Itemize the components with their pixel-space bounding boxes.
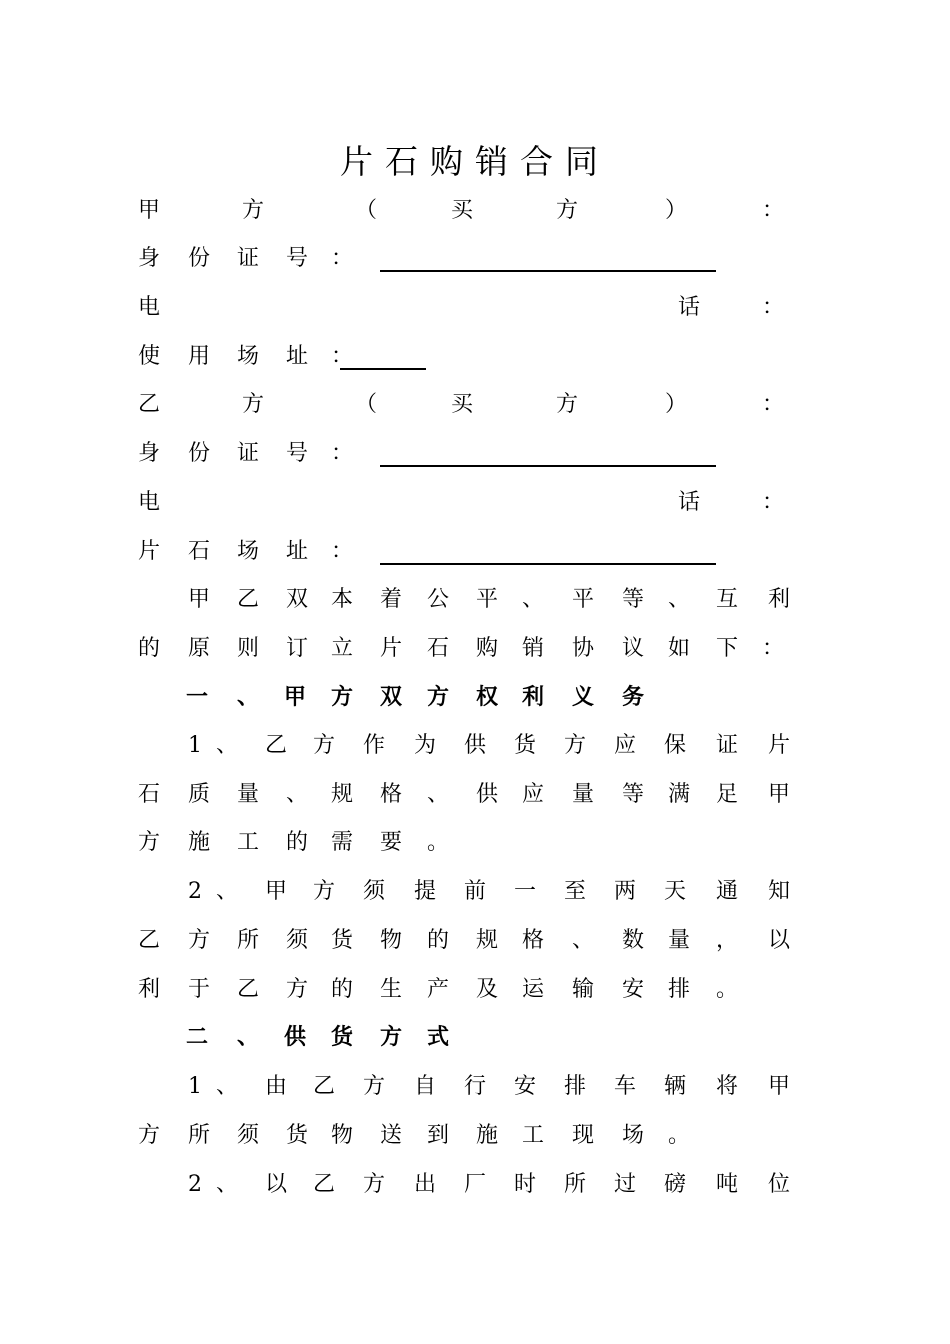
line-char: 工	[237, 830, 260, 855]
line-char: 作	[363, 733, 386, 758]
line-char: ：	[762, 490, 785, 515]
line-char: 等	[622, 587, 645, 612]
line-char: 利	[768, 587, 791, 612]
line-char: 甲	[284, 685, 307, 710]
line-char: 则	[237, 636, 260, 661]
line-char: 以	[768, 928, 791, 953]
line-char: 乙	[237, 587, 260, 612]
line-char: 证	[237, 441, 260, 466]
line-char: 排	[564, 1074, 587, 1099]
line-char: 片	[138, 539, 161, 564]
line-char: ：	[331, 246, 354, 271]
line-char: 。	[668, 1123, 691, 1148]
line-char: 须	[286, 928, 309, 953]
line-char: 方	[138, 1123, 161, 1148]
line-char: 质	[188, 782, 211, 807]
contract-line	[138, 1121, 792, 1151]
line-char: 石	[138, 782, 161, 807]
line-char: 产	[427, 977, 450, 1002]
line-char: 通	[716, 879, 739, 904]
line-char: 身	[138, 246, 161, 271]
line-char: 互	[716, 587, 739, 612]
line-char: 的	[427, 928, 450, 953]
line-char: 量	[237, 782, 260, 807]
line-char: 身	[138, 441, 161, 466]
line-char: 货	[331, 928, 354, 953]
line-char: 运	[522, 977, 545, 1002]
line-char: 将	[716, 1074, 739, 1099]
contract-line	[138, 390, 792, 420]
line-char: 甲	[138, 198, 161, 223]
line-char: 方	[188, 928, 211, 953]
line-char: 号	[286, 246, 309, 271]
line-char: 、	[427, 782, 450, 807]
contract-line	[138, 683, 792, 713]
line-char: 满	[668, 782, 691, 807]
line-char: （	[355, 198, 378, 223]
line-char: ）	[665, 198, 688, 223]
line-char: 利	[522, 685, 545, 710]
line-char: 自	[414, 1074, 437, 1099]
line-char: 、	[237, 685, 260, 710]
line-char: 2	[188, 879, 202, 904]
line-char: 一	[186, 685, 209, 710]
line-char: 石	[188, 539, 211, 564]
line-char: 下	[716, 636, 739, 661]
line-char: 销	[522, 636, 545, 661]
line-char: 订	[286, 636, 309, 661]
line-char: 格	[522, 928, 545, 953]
line-char: 知	[768, 879, 791, 904]
line-char: 片	[380, 636, 403, 661]
line-char: 方	[313, 879, 336, 904]
line-char: ：	[331, 344, 354, 369]
line-char: 方	[138, 830, 161, 855]
line-char: 平	[476, 587, 499, 612]
line-char: 份	[188, 246, 211, 271]
line-char: 务	[622, 685, 645, 710]
line-char: 双	[286, 587, 309, 612]
contract-line	[138, 634, 792, 664]
line-char: ：	[331, 441, 354, 466]
line-char: 议	[622, 636, 645, 661]
contract-line	[138, 439, 792, 469]
line-char: 要	[380, 830, 403, 855]
line-char: 、	[237, 1025, 260, 1050]
line-char: 天	[664, 879, 687, 904]
line-char: 方	[556, 392, 579, 417]
line-char: 等	[622, 782, 645, 807]
line-char: 石	[427, 636, 450, 661]
line-char: 货	[514, 733, 537, 758]
line-char: 为	[414, 733, 437, 758]
line-char: 、	[572, 928, 595, 953]
line-char: 式	[427, 1025, 450, 1050]
contract-line	[138, 244, 792, 274]
line-char: 甲	[265, 879, 288, 904]
line-char: 电	[138, 295, 161, 320]
line-char: 厂	[464, 1172, 487, 1197]
line-char: 甲	[188, 587, 211, 612]
line-char: 乙	[237, 977, 260, 1002]
line-char: 1	[188, 1074, 202, 1099]
contract-line	[138, 537, 792, 567]
line-char: 及	[476, 977, 499, 1002]
line-char: 乙	[138, 928, 161, 953]
line-char: 应	[522, 782, 545, 807]
line-char: 由	[265, 1074, 288, 1099]
line-char: 所	[188, 1123, 211, 1148]
line-char: 甲	[768, 782, 791, 807]
contract-line	[138, 1170, 792, 1200]
line-char: 出	[414, 1172, 437, 1197]
line-char: 两	[614, 879, 637, 904]
line-char: 安	[622, 977, 645, 1002]
line-char: 用	[188, 344, 211, 369]
line-char: 、	[286, 782, 309, 807]
line-char: 购	[476, 636, 499, 661]
contract-line	[138, 731, 792, 761]
line-char: 时	[514, 1172, 537, 1197]
line-char: 乙	[313, 1172, 336, 1197]
line-char: 双	[380, 685, 403, 710]
line-char: 、	[522, 587, 545, 612]
line-char: 一	[514, 879, 537, 904]
line-char: 物	[380, 928, 403, 953]
line-char: 址	[286, 344, 309, 369]
blank-fill-line	[340, 368, 426, 370]
line-char: 。	[427, 830, 450, 855]
contract-line	[138, 342, 792, 372]
line-char: 供	[284, 1025, 307, 1050]
line-char: 方	[242, 392, 265, 417]
line-char: 行	[464, 1074, 487, 1099]
line-char: 址	[286, 539, 309, 564]
line-char: 足	[716, 782, 739, 807]
contract-line	[138, 780, 792, 810]
contract-line	[138, 293, 792, 323]
line-char: 方	[564, 733, 587, 758]
line-char: 货	[331, 1025, 354, 1050]
line-char: 排	[668, 977, 691, 1002]
line-char: 施	[476, 1123, 499, 1148]
contract-line	[138, 488, 792, 518]
line-char: ：	[331, 539, 354, 564]
line-char: 协	[572, 636, 595, 661]
line-char: ，	[716, 928, 739, 953]
line-char: 到	[427, 1123, 450, 1148]
line-char: ：	[762, 295, 785, 320]
line-char: 送	[380, 1123, 403, 1148]
line-char: 输	[572, 977, 595, 1002]
contract-line	[138, 1072, 792, 1102]
line-char: 供	[476, 782, 499, 807]
blank-fill-line	[380, 563, 716, 565]
line-char: 着	[380, 587, 403, 612]
line-char: 乙	[313, 1074, 336, 1099]
line-char: 如	[668, 636, 691, 661]
line-char: 、	[216, 733, 239, 758]
line-char: 位	[768, 1172, 791, 1197]
line-char: 提	[414, 879, 437, 904]
line-char: 乙	[265, 733, 288, 758]
line-char: 买	[451, 198, 474, 223]
contract-line	[138, 975, 792, 1005]
line-char: ：	[762, 636, 785, 661]
line-char: 二	[186, 1025, 209, 1050]
line-char: 场	[237, 344, 260, 369]
line-char: 的	[331, 977, 354, 1002]
line-char: 物	[331, 1123, 354, 1148]
line-char: 于	[188, 977, 211, 1002]
line-char: 数	[622, 928, 645, 953]
line-char: 方	[380, 1025, 403, 1050]
line-char: ：	[762, 392, 785, 417]
line-char: 规	[476, 928, 499, 953]
line-char: 安	[514, 1074, 537, 1099]
line-char: 证	[716, 733, 739, 758]
contract-line	[138, 828, 792, 858]
line-char: 方	[286, 977, 309, 1002]
line-char: 方	[242, 198, 265, 223]
line-char: 施	[188, 830, 211, 855]
line-char: 生	[380, 977, 403, 1002]
line-char: 、	[216, 879, 239, 904]
line-char: 。	[716, 977, 739, 1002]
line-char: 以	[265, 1172, 288, 1197]
line-char: 应	[614, 733, 637, 758]
line-char: 方	[331, 685, 354, 710]
contract-line	[138, 926, 792, 956]
line-char: 号	[286, 441, 309, 466]
blank-fill-line	[380, 465, 716, 467]
line-char: 乙	[138, 392, 161, 417]
line-char: 本	[331, 587, 354, 612]
line-char: 方	[363, 1172, 386, 1197]
line-char: 场	[237, 539, 260, 564]
line-char: 1	[188, 733, 202, 758]
line-char: 义	[572, 685, 595, 710]
line-char: 话	[678, 490, 701, 515]
line-char: 公	[427, 587, 450, 612]
line-char: 车	[614, 1074, 637, 1099]
line-char: ：	[762, 198, 785, 223]
line-char: 保	[664, 733, 687, 758]
line-char: 磅	[664, 1172, 687, 1197]
line-char: （	[355, 392, 378, 417]
contract-line	[138, 196, 792, 226]
line-char: 需	[331, 830, 354, 855]
line-char: 2	[188, 1172, 202, 1197]
line-char: 方	[313, 733, 336, 758]
line-char: 吨	[716, 1172, 739, 1197]
line-char: ）	[665, 392, 688, 417]
line-char: 供	[464, 733, 487, 758]
line-char: 使	[138, 344, 161, 369]
line-char: 的	[138, 636, 161, 661]
line-char: 工	[522, 1123, 545, 1148]
line-char: 量	[572, 782, 595, 807]
line-char: 片	[768, 733, 791, 758]
line-char: 方	[427, 685, 450, 710]
line-char: 利	[138, 977, 161, 1002]
line-char: 方	[556, 198, 579, 223]
line-char: 规	[331, 782, 354, 807]
line-char: 电	[138, 490, 161, 515]
line-char: 证	[237, 246, 260, 271]
line-char: 原	[188, 636, 211, 661]
line-char: 辆	[664, 1074, 687, 1099]
line-char: 方	[363, 1074, 386, 1099]
line-char: 须	[237, 1123, 260, 1148]
contract-line	[138, 877, 792, 907]
contract-line	[138, 1023, 792, 1053]
line-char: 买	[451, 392, 474, 417]
line-char: 量	[668, 928, 691, 953]
line-char: 、	[216, 1172, 239, 1197]
line-char: 平	[572, 587, 595, 612]
line-char: 须	[363, 879, 386, 904]
blank-fill-line	[380, 270, 716, 272]
line-char: 所	[237, 928, 260, 953]
line-char: 份	[188, 441, 211, 466]
line-char: 权	[476, 685, 499, 710]
line-char: 话	[678, 295, 701, 320]
line-char: 前	[464, 879, 487, 904]
line-char: 场	[622, 1123, 645, 1148]
line-char: 货	[286, 1123, 309, 1148]
line-char: 至	[564, 879, 587, 904]
line-char: 的	[286, 830, 309, 855]
line-char: 现	[572, 1123, 595, 1148]
line-char: 过	[614, 1172, 637, 1197]
contract-title: 片石购销合同	[340, 142, 610, 181]
contract-line	[138, 585, 792, 615]
line-char: 立	[331, 636, 354, 661]
line-char: 、	[216, 1074, 239, 1099]
line-char: 甲	[768, 1074, 791, 1099]
line-char: 格	[380, 782, 403, 807]
line-char: 所	[564, 1172, 587, 1197]
line-char: 、	[668, 587, 691, 612]
